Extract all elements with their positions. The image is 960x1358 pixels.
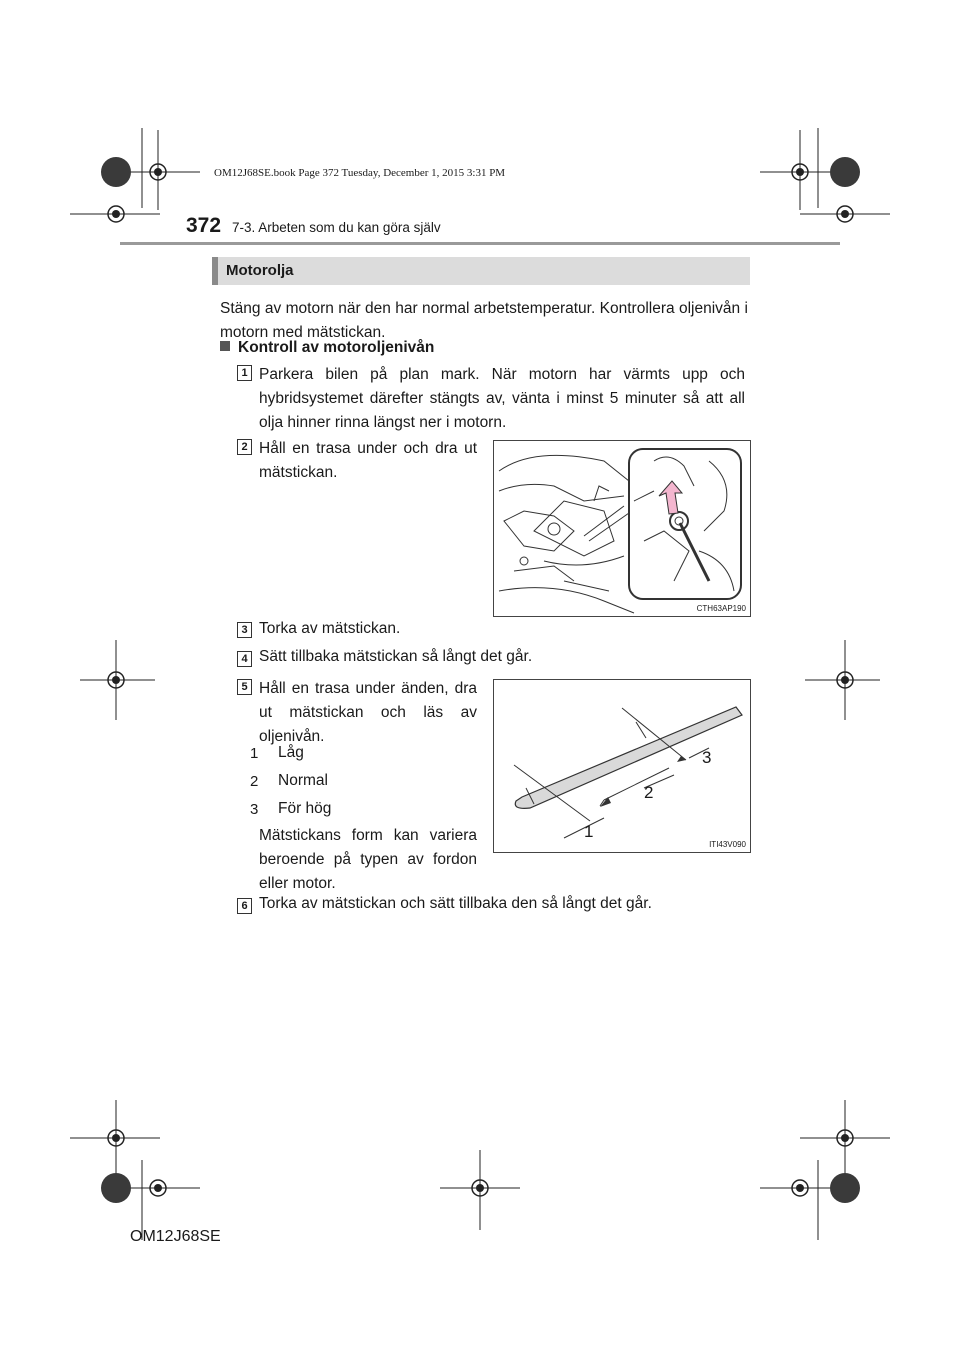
- level-label: Normal: [278, 772, 328, 789]
- figure-code: ITI43V090: [709, 840, 746, 849]
- footer-code: OM12J68SE: [130, 1228, 221, 1245]
- step-number: 6: [237, 898, 252, 914]
- step-number: 3: [237, 622, 252, 638]
- section-accent: [212, 257, 218, 285]
- step-text: Sätt tillbaka mätstickan så långt det går.: [259, 648, 533, 665]
- step-number: 1: [237, 365, 252, 381]
- step-text: Parkera bilen på plan mark. När motorn har värmts upp och hybridsystemet därefter stängts av, vänta i minst 5 minuter så att all olja hinner rinna längst ner i motorn.: [259, 366, 745, 431]
- section-title: Motorolja: [226, 262, 294, 279]
- subheading-text: Kontroll av motoroljenivån: [238, 339, 435, 356]
- intro-paragraph: Stäng av motorn när den har normal arbetstemperatur. Kontrollera oljenivån i motorn med mätstickan.: [220, 300, 748, 341]
- file-header: OM12J68SE.book Page 372 Tuesday, December 1, 2015 3:31 PM: [214, 167, 506, 179]
- chapter-title: 7-3. Arbeten som du kan göra själv: [232, 220, 441, 235]
- step-number: 2: [237, 439, 252, 455]
- callout-marker: 3: [702, 748, 712, 767]
- callout-marker: 2: [644, 783, 654, 802]
- dipstick-drawing: [494, 680, 750, 852]
- level-marker: 3: [250, 801, 259, 818]
- page-number: 372: [186, 214, 222, 237]
- step-text: Torka av mätstickan.: [259, 620, 401, 637]
- header-rule: [120, 242, 840, 245]
- level-label: För hög: [278, 800, 332, 817]
- engine-bay-illustration: [493, 440, 751, 617]
- level-marker: 1: [250, 745, 259, 762]
- note-paragraph: Mätstickans form kan variera beroende på typen av fordon eller motor.: [259, 827, 477, 892]
- step-number: 4: [237, 651, 252, 667]
- callout-marker: 1: [584, 822, 594, 841]
- engine-bay-drawing: [494, 441, 750, 616]
- step-text: Håll en trasa under och dra ut mätstickan.: [259, 440, 477, 481]
- level-label: Låg: [278, 744, 304, 761]
- section-title-bar: [212, 257, 750, 285]
- dipstick-level-illustration: [493, 679, 751, 853]
- step-text: Håll en trasa under änden, dra ut mätstickan och läs av oljenivån.: [259, 680, 477, 745]
- subheading: [220, 339, 434, 357]
- level-marker: 2: [250, 773, 259, 790]
- figure-code: CTH63AP190: [696, 604, 746, 613]
- step-number: 5: [237, 679, 252, 695]
- step-text: Torka av mätstickan och sätt tillbaka den så långt det går.: [259, 895, 652, 912]
- square-bullet-icon: [220, 341, 230, 351]
